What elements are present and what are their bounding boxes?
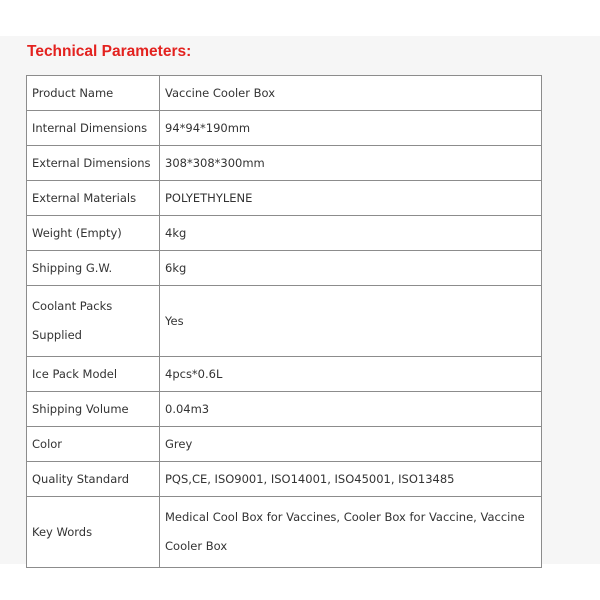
table-row — [27, 462, 542, 497]
param-value: Vaccine Cooler Box — [160, 76, 542, 111]
technical-parameters-table — [26, 75, 542, 568]
param-label: Weight (Empty) — [27, 216, 160, 251]
param-label: Shipping G.W. — [27, 251, 160, 286]
table-row — [27, 286, 542, 357]
param-label: Key Words — [27, 497, 160, 568]
table-row — [27, 392, 542, 427]
table-row — [27, 76, 542, 111]
param-value: 94*94*190mm — [160, 111, 542, 146]
param-value: 0.04m3 — [160, 392, 542, 427]
table-row — [27, 216, 542, 251]
table-row — [27, 251, 542, 286]
param-value: POLYETHYLENE — [160, 181, 542, 216]
param-value: 6kg — [160, 251, 542, 286]
param-label: External Materials — [27, 181, 160, 216]
table-row — [27, 146, 542, 181]
param-label: Color — [27, 427, 160, 462]
param-label: Shipping Volume — [27, 392, 160, 427]
param-label: Product Name — [27, 76, 160, 111]
param-label: Quality Standard — [27, 462, 160, 497]
param-value: PQS,CE, ISO9001, ISO14001, ISO45001, ISO13485 — [160, 462, 542, 497]
table-row — [27, 497, 542, 568]
table-row — [27, 427, 542, 462]
param-value: Grey — [160, 427, 542, 462]
param-value: Medical Cool Box for Vaccines, Cooler Box for Vaccine, Vaccine Cooler Box — [160, 497, 542, 568]
table-row — [27, 181, 542, 216]
param-value: Yes — [160, 286, 542, 357]
param-value: 308*308*300mm — [160, 146, 542, 181]
section-title: Technical Parameters: — [27, 43, 192, 60]
param-value: 4pcs*0.6L — [160, 357, 542, 392]
param-label: Ice Pack Model — [27, 357, 160, 392]
param-value: 4kg — [160, 216, 542, 251]
table-row — [27, 111, 542, 146]
param-label: Coolant Packs Supplied — [27, 286, 160, 357]
table-row — [27, 357, 542, 392]
param-label: External Dimensions — [27, 146, 160, 181]
param-label: Internal Dimensions — [27, 111, 160, 146]
